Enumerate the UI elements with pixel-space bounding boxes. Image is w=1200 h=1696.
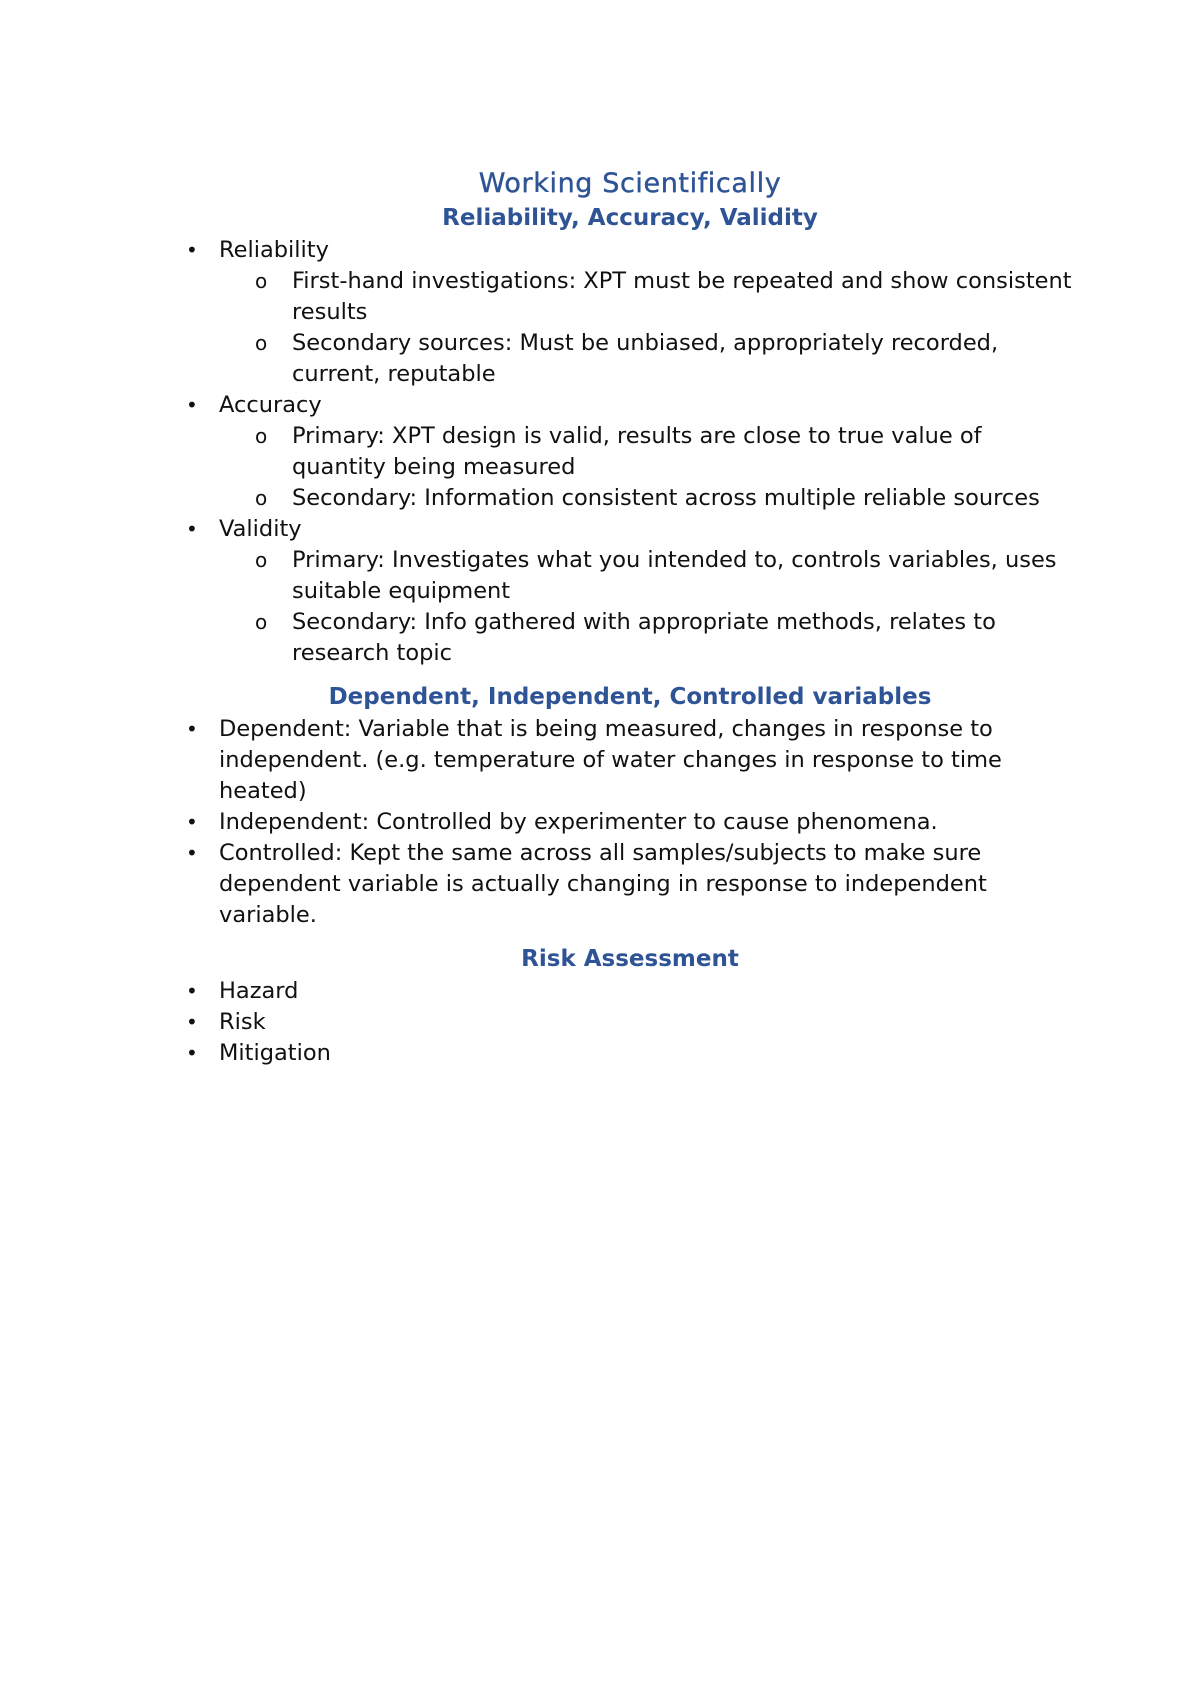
list-item-text: Accuracy: [219, 392, 322, 418]
list-item: [180, 976, 1080, 1007]
sub-bullet-list: [219, 545, 1080, 669]
sub-list-item-text: Secondary: Info gathered with appropriate methods, relates to research topic: [292, 609, 996, 666]
circle-bullet-icon: o: [255, 269, 268, 293]
circle-bullet-icon: o: [255, 486, 268, 510]
list-item-text: Reliability: [219, 237, 329, 263]
document-title: Working Scientifically: [478, 168, 782, 199]
sub-list-item: [219, 266, 1080, 328]
list-item-text: Independent: Controlled by experimenter to cause phenomena.: [219, 809, 938, 835]
list-item: [180, 514, 1080, 669]
sub-list-item: [219, 421, 1080, 483]
sub-list-item-text: Primary: XPT design is valid, results are close to true value of quantity being measured: [292, 423, 982, 480]
sub-list-item: [219, 328, 1080, 390]
list-item: [180, 838, 1080, 931]
sub-list-item-text: Secondary: Information consistent across multiple reliable sources: [292, 485, 1040, 511]
bullet-list: [180, 976, 1080, 1069]
section-heading: Reliability, Accuracy, Validity: [442, 205, 818, 231]
bullet-icon: •: [186, 393, 198, 417]
list-item-text: Risk: [219, 1009, 266, 1035]
circle-bullet-icon: o: [255, 610, 268, 634]
bullet-icon: •: [186, 517, 198, 541]
list-item: [180, 1007, 1080, 1038]
bullet-icon: •: [186, 1041, 198, 1065]
section-variables: [180, 681, 1080, 931]
circle-bullet-icon: o: [255, 548, 268, 572]
sub-list-item: [219, 545, 1080, 607]
bullet-icon: •: [186, 810, 198, 834]
bullet-list: [180, 235, 1080, 669]
sub-list-item-text: Secondary sources: Must be unbiased, appropriately recorded, current, reputable: [292, 330, 999, 387]
section-heading: Dependent, Independent, Controlled variables: [328, 684, 932, 710]
bullet-list: [180, 714, 1080, 931]
sub-bullet-list: [219, 266, 1080, 390]
list-item: [180, 807, 1080, 838]
sub-list-item: [219, 607, 1080, 669]
circle-bullet-icon: o: [255, 424, 268, 448]
list-item: [180, 235, 1080, 390]
list-item: [180, 390, 1080, 514]
list-item-text: Mitigation: [219, 1040, 331, 1066]
list-item-text: Hazard: [219, 978, 299, 1004]
bullet-icon: •: [186, 979, 198, 1003]
bullet-icon: •: [186, 717, 198, 741]
section-reliability-accuracy-validity: [180, 202, 1080, 669]
list-item: [180, 714, 1080, 807]
section-risk-assessment: [180, 943, 1080, 1069]
list-item: [180, 1038, 1080, 1069]
sub-list-item-text: First-hand investigations: XPT must be repeated and show consistent results: [292, 268, 1072, 325]
document-content: [180, 166, 1080, 1069]
bullet-icon: •: [186, 238, 198, 262]
list-item-text: Dependent: Variable that is being measured, changes in response to independent. (e.g. temperature of water changes in response to time heated): [219, 716, 1002, 804]
list-item-text: Validity: [219, 516, 302, 542]
circle-bullet-icon: o: [255, 331, 268, 355]
sub-list-item: [219, 483, 1080, 514]
bullet-icon: •: [186, 1010, 198, 1034]
list-item-text: Controlled: Kept the same across all samples/subjects to make sure dependent variable is actually changing in response to independent variable.: [219, 840, 987, 928]
sub-list-item-text: Primary: Investigates what you intended to, controls variables, uses suitable equipment: [292, 547, 1057, 604]
sub-bullet-list: [219, 421, 1080, 514]
section-heading: Risk Assessment: [521, 946, 739, 972]
bullet-icon: •: [186, 841, 198, 865]
